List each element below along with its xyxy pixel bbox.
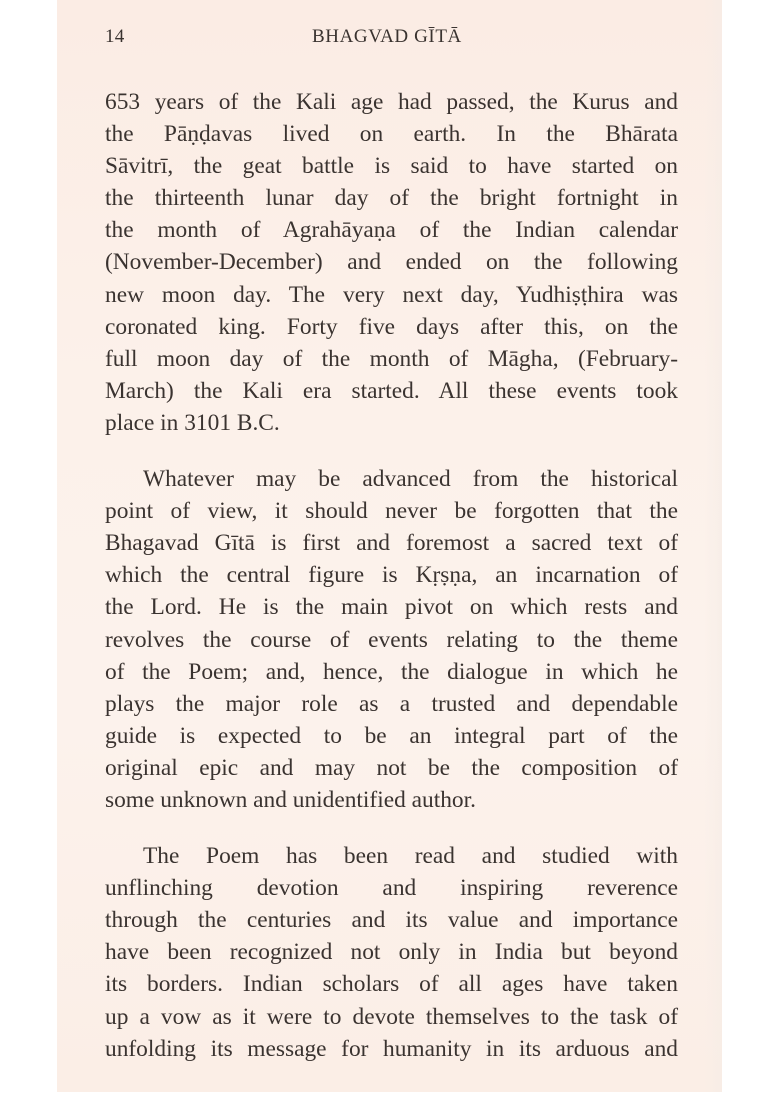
paragraph-3 — [105, 840, 678, 1065]
text-line: the thirteenth lunar day of the bright fortnight in — [105, 185, 678, 212]
text-line: the Lord. He is the main pivot on which rests and — [105, 594, 678, 621]
text-line: revolves the course of events relating to the theme — [105, 626, 678, 653]
text-line: the month of Agrahāyaṇa of the Indian calendar — [105, 217, 678, 244]
text-line: unflinching devotion and inspiring reverence — [105, 875, 678, 902]
text-line: unfolding its message for humanity in its arduous and — [105, 1035, 678, 1062]
text-line: Bhagavad Gītā is first and foremost a sacred text of — [105, 530, 678, 557]
book-page — [57, 0, 722, 1092]
running-title: BHAGVAD GĪTĀ — [312, 26, 462, 47]
text-line: Whatever may be advanced from the historical — [143, 466, 678, 493]
text-line: of the Poem; and, hence, the dialogue in which he — [105, 658, 678, 685]
running-head — [57, 26, 722, 56]
text-line: The Poem has been read and studied with — [143, 843, 678, 870]
page-number: 14 — [105, 26, 125, 47]
text-line: March) the Kali era started. All these events took — [105, 377, 678, 404]
text-line: plays the major role as a trusted and dependable — [105, 690, 678, 717]
text-line: some unknown and unidentified author. — [105, 786, 476, 813]
text-line: full moon day of the month of Māgha, (February- — [105, 345, 678, 372]
text-line: 653 years of the Kali age had passed, the Kurus and — [105, 89, 678, 115]
text-line: original epic and may not be the composition of — [105, 754, 678, 781]
body-text — [105, 86, 678, 1065]
text-line: Sāvitrī, the geat battle is said to have started on — [105, 153, 678, 180]
text-line: guide is expected to be an integral part of the — [105, 722, 678, 749]
paragraph-2 — [105, 463, 678, 816]
text-line: up a vow as it were to devote themselves to the task of — [105, 1003, 678, 1030]
text-line: new moon day. The very next day, Yudhiṣṭhira was — [105, 281, 678, 308]
text-line: (November-December) and ended on the following — [105, 249, 678, 276]
text-line: coronated king. Forty five days after this, on the — [105, 313, 678, 340]
text-line: through the centuries and its value and importance — [105, 907, 678, 934]
text-line: its borders. Indian scholars of all ages have taken — [105, 971, 678, 998]
text-line: place in 3101 B.C. — [105, 409, 280, 436]
text-line: which the central figure is Kṛṣṇa, an incarnation of — [105, 562, 678, 589]
text-line: the Pāṇḍavas lived on earth. In the Bhārata — [105, 121, 678, 148]
text-line: point of view, it should never be forgotten that the — [105, 498, 678, 525]
paragraph-1 — [105, 86, 678, 439]
text-line: have been recognized not only in India but beyond — [105, 939, 678, 966]
